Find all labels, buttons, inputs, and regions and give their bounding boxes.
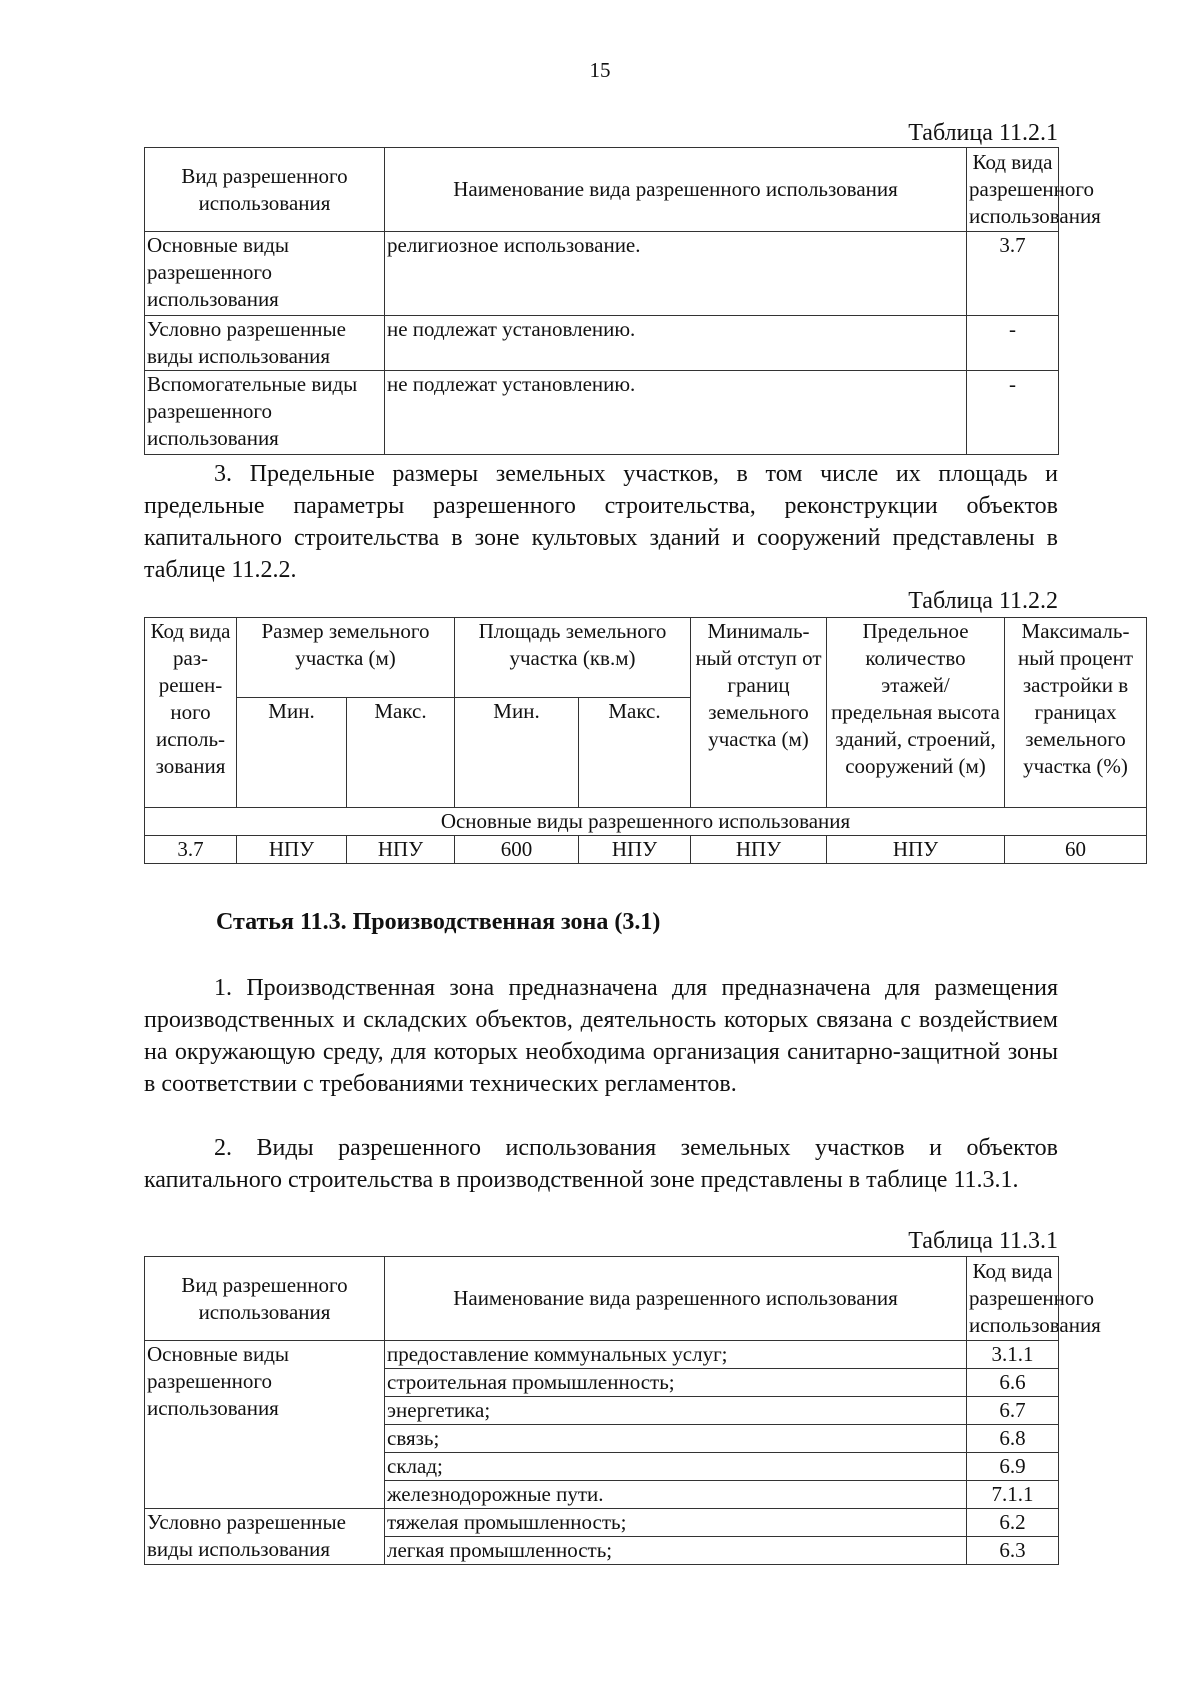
table-row bbox=[145, 316, 1059, 371]
cell-code: 3.7 bbox=[967, 232, 1059, 316]
header-percent: Максималь-ный процент застройки в границах земельного участка (%) bbox=[1005, 618, 1147, 808]
table-11-2-2-caption: Таблица 11.2.2 bbox=[908, 588, 1058, 614]
header-code: Код вида разрешенного использования bbox=[967, 148, 1059, 232]
header-type: Вид разрешенного использования bbox=[145, 1257, 385, 1341]
header-size-min: Мин. bbox=[237, 698, 347, 808]
cell-type: Основные виды разрешенного использования bbox=[145, 232, 385, 316]
cell-code: - bbox=[967, 316, 1059, 371]
article-heading: Статья 11.3. Производственная зона (3.1) bbox=[216, 909, 661, 935]
cell-name: склад; bbox=[385, 1453, 967, 1481]
cell-name: религиозное использование. bbox=[385, 232, 967, 316]
cell-code: 7.1.1 bbox=[967, 1481, 1059, 1509]
cell-group-main: Основные виды разрешенного использования bbox=[145, 1341, 385, 1509]
table-11-2-2 bbox=[144, 617, 1147, 864]
cell-code: 6.8 bbox=[967, 1425, 1059, 1453]
cell-name: связь; bbox=[385, 1425, 967, 1453]
cell-name: не подлежат установлению. bbox=[385, 371, 967, 455]
cell-code: 6.6 bbox=[967, 1369, 1059, 1397]
paragraph-2 bbox=[144, 1132, 1058, 1196]
cell-code: 3.7 bbox=[145, 836, 237, 864]
header-code: Код вида раз-решен-ного исполь-зования bbox=[145, 618, 237, 808]
cell-setback: НПУ bbox=[691, 836, 827, 864]
paragraph-1 bbox=[144, 972, 1058, 1100]
header-name: Наименование вида разрешенного использования bbox=[385, 148, 967, 232]
cell-name: легкая промышленность; bbox=[385, 1537, 967, 1565]
table-11-3-1 bbox=[144, 1256, 1101, 1565]
cell-code: 6.3 bbox=[967, 1537, 1059, 1565]
cell-name: предоставление коммунальных услуг; bbox=[385, 1341, 967, 1369]
cell-code: 3.1.1 bbox=[967, 1341, 1059, 1369]
cell-name: не подлежат установлению. bbox=[385, 316, 967, 371]
cell-size-max: НПУ bbox=[347, 836, 455, 864]
cell-name: строительная промышленность; bbox=[385, 1369, 967, 1397]
table-row bbox=[145, 1509, 1059, 1537]
header-code: Код вида разрешенного использования bbox=[967, 1257, 1059, 1341]
paragraph-2-text: 2. Виды разрешенного использования земельных участков и объектов капитального строительства в производственной зоне представлены в таблице 11.3.1. bbox=[144, 1135, 1058, 1193]
table-row bbox=[145, 371, 1059, 455]
cell-area-min: 600 bbox=[455, 836, 579, 864]
section-row: Основные виды разрешенного использования bbox=[145, 808, 1147, 836]
cell-code: 6.2 bbox=[967, 1509, 1059, 1537]
header-area-min: Мин. bbox=[455, 698, 579, 808]
header-size: Размер земельного участка (м) bbox=[237, 618, 455, 698]
header-type: Вид разрешенного использования bbox=[145, 148, 385, 232]
header-area: Площадь земельного участка (кв.м) bbox=[455, 618, 691, 698]
cell-group-conditional: Условно разрешенные виды использования bbox=[145, 1509, 385, 1565]
cell-type: Условно разрешенные виды использования bbox=[145, 316, 385, 371]
header-area-max: Макс. bbox=[579, 698, 691, 808]
cell-floors: НПУ bbox=[827, 836, 1005, 864]
table-11-2-1-caption: Таблица 11.2.1 bbox=[908, 120, 1058, 146]
cell-code: 6.9 bbox=[967, 1453, 1059, 1481]
table-11-3-1-caption: Таблица 11.3.1 bbox=[908, 1228, 1058, 1254]
header-floors: Предельное количество этажей/ предельная высота зданий, строений, сооружений (м) bbox=[827, 618, 1005, 808]
cell-area-max: НПУ bbox=[579, 836, 691, 864]
table-row bbox=[145, 836, 1147, 864]
cell-type: Вспомогательные виды разрешенного использования bbox=[145, 371, 385, 455]
paragraph-3 bbox=[144, 458, 1058, 586]
paragraph-1-text: 1. Производственная зона предназначена для предназначена для размещения производственных и складских объектов, деятельность которых связана с воздействием на окружающую среду, для которых необходима организация санитарно-защитной зоны в соответствии с требованиями технических регламентов. bbox=[144, 975, 1058, 1097]
table-row bbox=[145, 1341, 1059, 1369]
cell-name: тяжелая промышленность; bbox=[385, 1509, 967, 1537]
cell-code: 6.7 bbox=[967, 1397, 1059, 1425]
cell-percent: 60 bbox=[1005, 836, 1147, 864]
table-11-2-1 bbox=[144, 147, 1101, 455]
cell-size-min: НПУ bbox=[237, 836, 347, 864]
header-setback: Минималь-ный отступ от границ земельного участка (м) bbox=[691, 618, 827, 808]
cell-name: железнодорожные пути. bbox=[385, 1481, 967, 1509]
header-name: Наименование вида разрешенного использования bbox=[385, 1257, 967, 1341]
page-number: 15 bbox=[589, 58, 611, 82]
header-size-max: Макс. bbox=[347, 698, 455, 808]
cell-code: - bbox=[967, 371, 1059, 455]
paragraph-3-text: 3. Предельные размеры земельных участков, в том числе их площадь и предельные параметры разрешенного строительства, реконструкции объектов капитального строительства в зоне культовых зданий и сооружений представлены в таблице 11.2.2. bbox=[144, 461, 1058, 583]
table-row bbox=[145, 232, 1059, 316]
cell-name: энергетика; bbox=[385, 1397, 967, 1425]
